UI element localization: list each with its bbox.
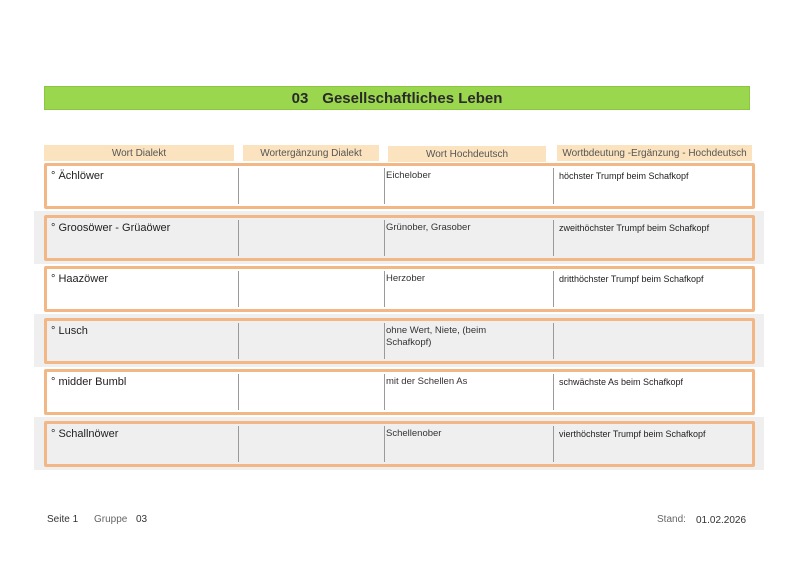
cell-divider: [384, 323, 385, 359]
cell-divider: [553, 220, 554, 256]
cell-divider: [553, 323, 554, 359]
cell-dialect-word: ° Lusch: [51, 325, 88, 337]
cell-standard-word: Grünober, Grasober: [386, 222, 471, 233]
footer-group-label: Gruppe: [94, 514, 128, 525]
footer-page-number: Seite 1: [47, 514, 79, 525]
table-row: [44, 215, 755, 261]
table-row: [44, 163, 755, 209]
section-title-bar: [44, 86, 750, 110]
cell-divider: [238, 426, 239, 462]
footer-stand-label: Stand:: [657, 514, 686, 525]
section-title: Gesellschaftliches Leben: [322, 89, 503, 107]
cell-divider: [238, 323, 239, 359]
cell-divider: [238, 220, 239, 256]
cell-dialect-word: ° Schallnöwer: [51, 428, 119, 440]
column-header-standard-word: Wort Hochdeutsch: [388, 146, 546, 162]
cell-meaning: schwächste As beim Schafkopf: [559, 377, 684, 387]
table-row: [44, 318, 755, 364]
cell-standard-word: mit der Schellen As: [386, 376, 468, 387]
cell-meaning: vierthöchster Trumpf beim Schafkopf: [559, 429, 706, 439]
cell-meaning: zweithöchster Trumpf beim Schafkopf: [559, 223, 710, 233]
cell-standard-word: Herzober: [386, 273, 426, 284]
footer-date: 01.02.2026: [696, 515, 747, 526]
cell-dialect-word: ° midder Bumbl: [51, 376, 127, 388]
column-header-dialect-supplement: Wortergänzung Dialekt: [243, 145, 379, 161]
cell-divider: [238, 168, 239, 204]
table-row: [44, 421, 755, 467]
cell-meaning: dritthöchster Trumpf beim Schafkopf: [559, 274, 704, 284]
cell-divider: [238, 271, 239, 307]
cell-divider: [384, 271, 385, 307]
footer-group-value: 03: [136, 514, 148, 525]
cell-dialect-word: ° Ächlöwer: [51, 170, 104, 182]
cell-dialect-word: ° Groosöwer - Grüaöwer: [51, 222, 171, 234]
column-header-dialect-word: Wort Dialekt: [44, 145, 234, 161]
cell-meaning: höchster Trumpf beim Schafkopf: [559, 171, 689, 181]
cell-divider: [553, 168, 554, 204]
table-row: [44, 369, 755, 415]
table-row: [44, 266, 755, 312]
cell-standard-word: Eichelober: [386, 170, 431, 181]
cell-divider: [553, 271, 554, 307]
cell-standard-word: ohne Wert, Niete, (beim Schafkopf): [386, 325, 487, 348]
cell-divider: [384, 168, 385, 204]
cell-standard-word: Schellenober: [386, 428, 442, 439]
column-header-meaning: Wortbdeutung -Ergänzung - Hochdeutsch: [557, 145, 752, 161]
cell-divider: [553, 374, 554, 410]
section-number: 03: [291, 89, 309, 107]
cell-divider: [384, 220, 385, 256]
cell-divider: [553, 426, 554, 462]
cell-dialect-word: ° Haazöwer: [51, 273, 108, 285]
cell-divider: [384, 426, 385, 462]
cell-divider: [238, 374, 239, 410]
cell-divider: [384, 374, 385, 410]
